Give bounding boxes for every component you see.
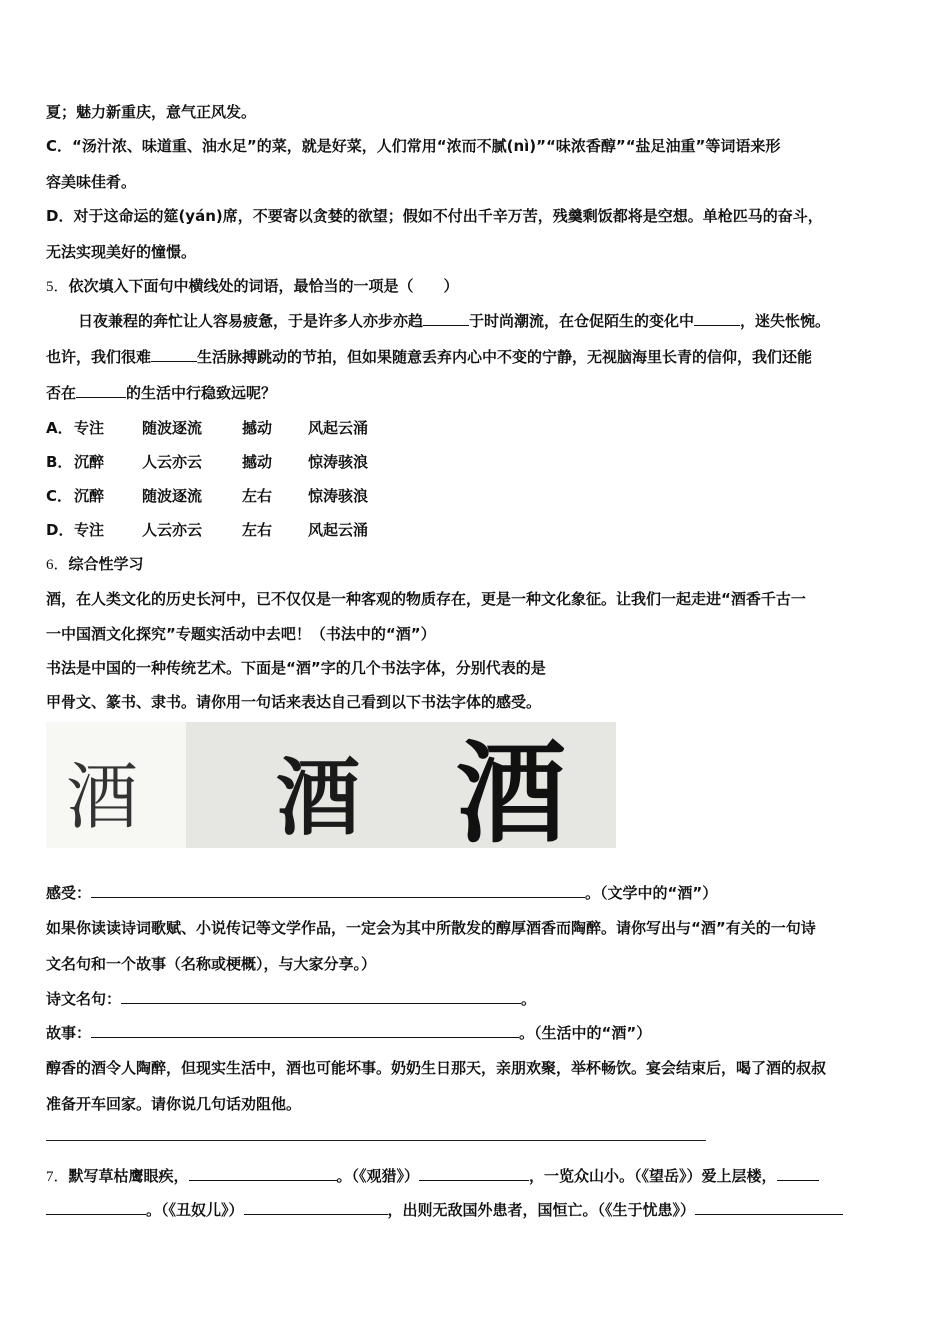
blank-4[interactable] [244, 1200, 388, 1215]
q6-intro-line1: 酒，在人类文化的历史长河中，已不仅仅是一种客观的物质存在，更是一种文化象征。让我们一起走进“酒香千古一 [46, 590, 806, 608]
option-word: 人云亦云 [142, 453, 203, 471]
text: 于时尚潮流，在仓促陌生的变化中 [469, 312, 695, 330]
blank-1[interactable] [423, 311, 469, 326]
option-text: 对于这命运的筵(yán)席，不要寄以贪婪的欲望；假如不付出千辛万苦，残羹剩饭都将是空想。单枪匹马的奋斗， [73, 207, 823, 225]
q7-line1 [46, 1166, 819, 1187]
feel-blank[interactable] [91, 883, 585, 898]
seal-clerical-panel [186, 722, 616, 848]
poem-blank[interactable] [121, 989, 521, 1004]
story-blank[interactable] [91, 1023, 519, 1038]
q5-stem [46, 276, 459, 297]
option-word: 左右 [242, 521, 273, 539]
text: 。（生活中的“酒”） [519, 1024, 652, 1042]
q5-option-a [46, 418, 368, 438]
q5-option-c [46, 486, 368, 506]
q5-option-d [46, 520, 368, 540]
text: 生活脉搏跳动的节拍，但如果随意丢弃内心中不变的宁静，无视脑海里长青的信仰，我们还能 [197, 348, 813, 366]
option-word: 风起云涌 [308, 419, 369, 437]
char-zhuanshu: 酒 [276, 748, 361, 847]
option-word: 专注 [74, 419, 105, 437]
story-answer-line [46, 1023, 651, 1043]
text: 默写草枯鹰眼疾， [68, 1167, 189, 1185]
lit-line2: 文名句和一个故事（名称或梗概），与大家分享。） [46, 955, 377, 973]
text: ，出则无敌国外患者，国恒亡。（《生于忧患》） [387, 1201, 696, 1219]
option-word: 撼动 [242, 453, 273, 471]
q6-calligraphy-line1: 书法是中国的一种传统艺术。下面是“酒”字的几个书法字体，分别代表的是 [46, 659, 546, 677]
q5-passage-line2 [46, 347, 812, 367]
option-word: 随波逐流 [142, 487, 203, 505]
question-text: 综合性学习 [68, 555, 144, 573]
question-number: 6． [46, 557, 69, 573]
option-label: D． [46, 521, 74, 539]
blank-5[interactable] [695, 1200, 843, 1215]
q6-title [46, 554, 144, 575]
life-line2: 准备开车回家。请你说几句话劝阻他。 [46, 1095, 302, 1113]
blank-2[interactable] [694, 311, 740, 326]
text: 。（《丑奴儿》） [146, 1201, 244, 1219]
option-word: 人云亦云 [142, 521, 203, 539]
label: 故事： [46, 1024, 92, 1042]
text: 。（《观猎》） [336, 1167, 420, 1185]
q6-calligraphy-line2: 甲骨文、篆书、隶书。请你用一句话来表达自己看到以下书法字体的感受。 [46, 693, 542, 711]
text: ，一览众山小。（《望岳》）爱上层楼， [529, 1167, 777, 1185]
option-word: 惊涛骇浪 [308, 453, 369, 471]
life-line1: 醇香的酒令人陶醉，但现实生活中，酒也可能坏事。奶奶生日那天，亲朋欢聚，举杯畅饮。宴会结束后，喝了酒的叔叔 [46, 1059, 827, 1077]
q5-passage-line1 [78, 311, 830, 331]
poem-answer-line [46, 989, 536, 1009]
option-word: 沉醉 [74, 487, 105, 505]
option-label: B． [46, 453, 73, 471]
feel-answer-line [46, 883, 717, 903]
blank-3[interactable] [151, 347, 197, 362]
text: 。（文学中的“酒”） [585, 884, 718, 902]
q4-option-c [46, 136, 780, 156]
seal-clerical-chars [186, 722, 616, 848]
option-word: 惊涛骇浪 [308, 487, 369, 505]
label: 诗文名句： [46, 990, 122, 1008]
q5-passage-line3 [46, 383, 276, 403]
text: 日夜兼程的奔忙让人容易疲惫，于是许多人亦步亦趋 [78, 312, 424, 330]
text: ，迷失怅惋。 [740, 312, 831, 330]
text: 。 [521, 990, 537, 1008]
lit-line1: 如果你读读诗词歌赋、小说传记等文学作品，一定会为其中所散发的醇厚酒香而陶醉。请你写出与“酒”有关的一句诗 [46, 919, 816, 937]
text: 否在 [46, 384, 77, 402]
option-word: 撼动 [242, 419, 273, 437]
q7-line2 [46, 1200, 843, 1220]
option-label: C． [46, 137, 73, 155]
oracle-bone-char [46, 722, 186, 848]
question-number: 7． [46, 1169, 69, 1185]
blank-3[interactable] [777, 1166, 819, 1181]
char-lishu: 酒 [456, 730, 566, 848]
calligraphy-image [46, 722, 616, 848]
q4-option-b-end: 夏；魅力新重庆，意气正风发。 [46, 103, 257, 121]
text: 也许，我们很难 [46, 348, 152, 366]
oracle-bone-panel [46, 722, 186, 848]
label: 感受： [46, 884, 92, 902]
option-text: “汤汁浓、味道重、油水足”的菜，就是好菜，人们常用“浓而不腻(nì)”“味浓香醇”“盐足油重”等词语来形 [72, 137, 781, 155]
option-word: 专注 [74, 521, 105, 539]
option-label: A． [46, 419, 73, 437]
char-jiaguwen: 酒 [66, 755, 139, 839]
blank-4[interactable] [76, 383, 126, 398]
text: 的生活中行稳致远呢？ [126, 384, 277, 402]
q4-option-c-cont: 容美味佳肴。 [46, 173, 137, 191]
question-text: 依次填入下面句中横线处的词语，最恰当的一项是（ ） [68, 277, 459, 295]
blank-1[interactable] [189, 1166, 337, 1181]
option-word: 风起云涌 [308, 521, 369, 539]
option-word: 随波逐流 [142, 419, 203, 437]
option-word: 沉醉 [74, 453, 105, 471]
question-number: 5． [46, 279, 69, 295]
option-label: D． [46, 207, 74, 225]
q4-option-d [46, 206, 823, 226]
blank-2[interactable] [419, 1166, 529, 1181]
option-label: C． [46, 487, 73, 505]
option-word: 左右 [242, 487, 273, 505]
persuade-answer-line[interactable] [46, 1140, 706, 1141]
q4-option-d-cont: 无法实现美好的憧憬。 [46, 243, 197, 261]
blank-3-cont[interactable] [46, 1200, 146, 1215]
q5-option-b [46, 452, 368, 472]
q6-intro-line2: 一中国酒文化探究”专题实活动中去吧！（书法中的“酒”） [46, 625, 436, 643]
